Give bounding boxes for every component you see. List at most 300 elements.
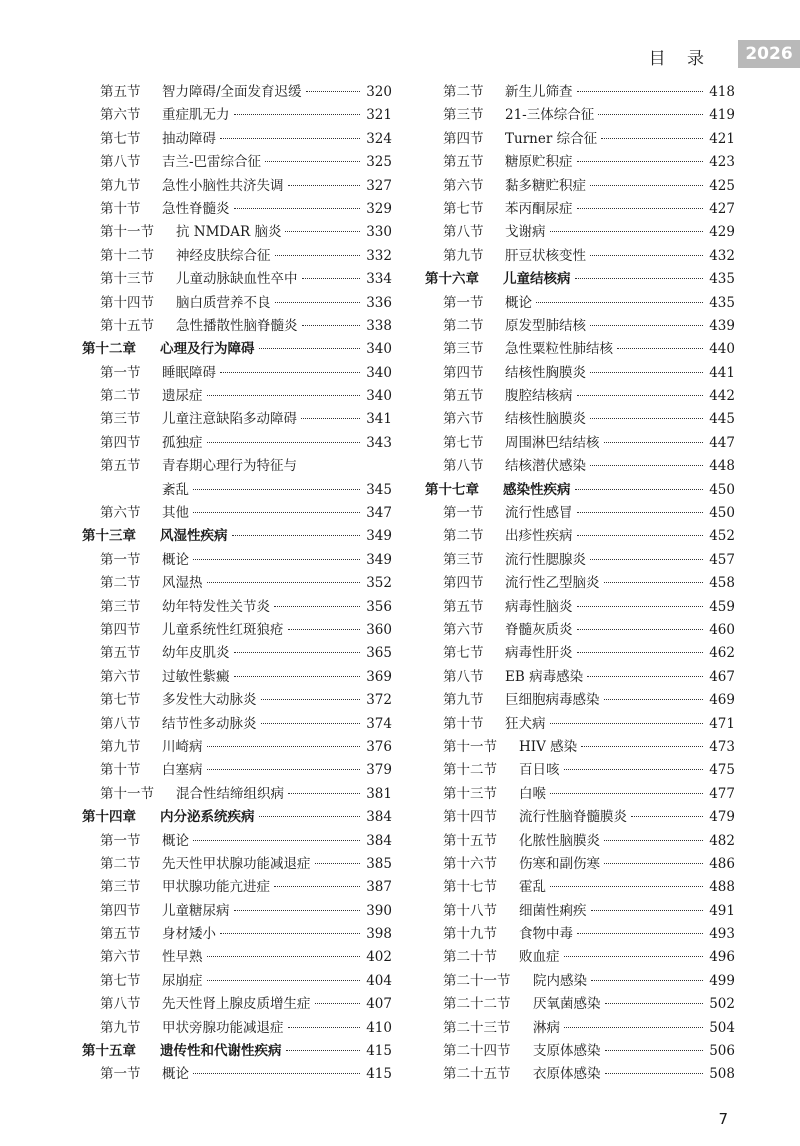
toc-section-entry[interactable]	[82, 80, 392, 103]
entry-page: 407	[366, 996, 392, 1013]
entry-title: 霍乱	[519, 879, 546, 896]
dot-leader	[275, 302, 361, 303]
toc-section-entry[interactable]	[82, 641, 392, 664]
toc-section-entry[interactable]	[82, 127, 392, 150]
toc-section-entry[interactable]	[425, 407, 735, 430]
entry-page: 421	[709, 130, 735, 147]
entry-title: 衣原体感染	[533, 1066, 601, 1083]
entry-number: 第一节	[100, 832, 141, 849]
entry-title: 概论	[162, 1066, 189, 1083]
entry-title: 神经皮肤综合征	[176, 247, 271, 264]
toc-section-entry[interactable]	[82, 244, 392, 267]
entry-number: 第一节	[443, 505, 484, 522]
entry-title: 甲状腺功能亢进症	[162, 879, 270, 896]
dot-leader	[577, 91, 704, 92]
toc-section-entry[interactable]	[425, 618, 735, 641]
toc-section-entry[interactable]	[82, 548, 392, 571]
entry-title: EB 病毒感染	[505, 668, 584, 685]
entry-number: 第十二节	[100, 247, 154, 264]
toc-section-entry[interactable]	[82, 852, 392, 875]
toc-section-entry[interactable]	[425, 454, 735, 477]
toc-chapter-entry[interactable]	[425, 478, 735, 501]
entry-title: 结核潜伏感染	[505, 458, 586, 475]
entry-title: 概论	[162, 832, 189, 849]
entry-number: 第十七章	[425, 481, 479, 498]
entry-number: 第十五节	[100, 317, 154, 334]
entry-page: 506	[709, 1043, 735, 1060]
entry-title: 川崎病	[162, 738, 203, 755]
toc-section-entry[interactable]	[82, 431, 392, 454]
toc-section-entry[interactable]	[425, 220, 735, 243]
entry-number: 第四节	[443, 575, 484, 592]
entry-title: 病毒性肝炎	[505, 645, 573, 662]
entry-number: 第三节	[443, 551, 484, 568]
entry-title: 苯丙酮尿症	[505, 200, 573, 217]
entry-title: 其他	[162, 505, 189, 522]
entry-page: 486	[709, 855, 735, 872]
toc-chapter-entry[interactable]	[82, 524, 392, 547]
dot-leader	[207, 769, 361, 770]
dot-leader	[550, 886, 703, 887]
entry-page: 379	[366, 762, 392, 779]
toc-section-entry[interactable]	[425, 314, 735, 337]
dot-leader	[274, 886, 360, 887]
dot-leader	[604, 442, 704, 443]
toc-section-entry[interactable]	[425, 197, 735, 220]
toc-section-entry[interactable]	[82, 712, 392, 735]
entry-number: 第九节	[100, 738, 141, 755]
entry-title: 病毒性脑炎	[505, 598, 573, 615]
entry-title: 抗 NMDAR 脑炎	[176, 224, 282, 241]
toc-section-entry[interactable]	[425, 969, 735, 992]
entry-page: 469	[709, 692, 735, 709]
toc-section-entry[interactable]	[425, 922, 735, 945]
entry-number: 第十二节	[443, 762, 497, 779]
toc-section-entry[interactable]	[82, 875, 392, 898]
entry-page: 347	[366, 505, 392, 522]
dot-leader	[259, 348, 361, 349]
entry-number: 第七节	[443, 645, 484, 662]
entry-title: 急性播散性脑脊髓炎	[176, 317, 298, 334]
entry-number: 第四节	[100, 621, 141, 638]
toc-section-entry[interactable]	[425, 1062, 735, 1085]
dot-leader	[234, 676, 361, 677]
toc-section-entry[interactable]	[425, 571, 735, 594]
dot-leader	[577, 606, 704, 607]
entry-title: 概论	[505, 294, 532, 311]
toc-section-entry[interactable]	[82, 150, 392, 173]
entry-number: 第三节	[100, 879, 141, 896]
entry-number: 第五节	[443, 598, 484, 615]
dot-leader	[577, 535, 704, 536]
toc-section-entry[interactable]	[425, 127, 735, 150]
entry-page: 419	[709, 107, 735, 124]
entry-number: 第十五节	[443, 832, 497, 849]
entry-page: 491	[709, 902, 735, 919]
toc-section-entry[interactable]	[425, 548, 735, 571]
entry-number: 第九节	[443, 247, 484, 264]
entry-title: 原发型肺结核	[505, 317, 586, 334]
entry-number: 第十七节	[443, 879, 497, 896]
entry-number: 第十八节	[443, 902, 497, 919]
toc-section-entry[interactable]	[425, 150, 735, 173]
toc-section-entry[interactable]	[82, 829, 392, 852]
entry-page: 482	[709, 832, 735, 849]
entry-title: 幼年特发性关节炎	[162, 598, 270, 615]
entry-number: 第一节	[100, 1066, 141, 1083]
toc-section-entry[interactable]	[82, 618, 392, 641]
entry-title: 遗传性和代谢性疾病	[160, 1043, 282, 1060]
toc-section-entry[interactable]	[425, 1016, 735, 1039]
toc-section-entry[interactable]	[425, 384, 735, 407]
dot-leader	[536, 302, 703, 303]
entry-title: 食物中毒	[519, 926, 573, 943]
entry-page: 349	[366, 528, 392, 545]
toc-section-entry[interactable]	[425, 665, 735, 688]
entry-title: 抽动障碍	[162, 130, 216, 147]
dot-leader	[315, 863, 361, 864]
dot-leader	[604, 840, 703, 841]
toc-chapter-entry[interactable]	[82, 805, 392, 828]
entry-number: 第一节	[100, 364, 141, 381]
entry-number: 第三节	[100, 598, 141, 615]
toc-section-entry[interactable]	[82, 1062, 392, 1085]
toc-section-entry[interactable]	[425, 80, 735, 103]
entry-title: 脊髓灰质炎	[505, 621, 573, 638]
dot-leader	[302, 325, 361, 326]
toc-left-column	[82, 80, 392, 1086]
toc-chapter-entry[interactable]	[425, 267, 735, 290]
entry-page: 369	[366, 668, 392, 685]
entry-page: 345	[366, 481, 392, 498]
dot-leader	[220, 933, 360, 934]
entry-number: 第七节	[100, 130, 141, 147]
entry-page: 325	[366, 154, 392, 171]
toc-section-entry[interactable]	[82, 688, 392, 711]
toc-section-entry[interactable]	[82, 735, 392, 758]
toc-section-entry[interactable]	[82, 361, 392, 384]
toc-section-entry[interactable]	[425, 174, 735, 197]
entry-number: 第九节	[100, 177, 141, 194]
toc-section-entry[interactable]	[425, 758, 735, 781]
dot-leader	[207, 746, 361, 747]
entry-number: 第十节	[443, 715, 484, 732]
entry-page: 441	[709, 364, 735, 381]
dot-leader	[577, 652, 704, 653]
toc-chapter-entry[interactable]	[82, 337, 392, 360]
entry-title: 巨细胞病毒感染	[505, 692, 600, 709]
toc-section-entry[interactable]	[82, 291, 392, 314]
toc-section-entry[interactable]	[82, 665, 392, 688]
entry-page: 410	[366, 1019, 392, 1036]
entry-title: 儿童糖尿病	[162, 902, 230, 919]
entry-title: 身材矮小	[162, 926, 216, 943]
entry-title: 过敏性紫癜	[162, 668, 230, 685]
entry-page: 496	[709, 949, 735, 966]
entry-page: 499	[709, 972, 735, 989]
toc-section-entry[interactable]	[425, 244, 735, 267]
entry-page: 320	[366, 84, 392, 100]
dot-leader	[604, 863, 703, 864]
entry-page: 439	[709, 317, 735, 334]
dot-leader	[604, 699, 704, 700]
dot-leader	[265, 161, 360, 162]
entry-number: 第五节	[100, 84, 141, 100]
toc-section-entry[interactable]	[425, 361, 735, 384]
toc-section-entry[interactable]	[82, 595, 392, 618]
entry-page: 372	[366, 692, 392, 709]
toc-section-entry[interactable]	[425, 641, 735, 664]
dot-leader	[220, 372, 360, 373]
entry-page: 418	[709, 84, 735, 100]
dot-leader	[288, 629, 361, 630]
toc-section-entry[interactable]	[82, 782, 392, 805]
toc-section-entry[interactable]	[82, 1016, 392, 1039]
dot-leader	[577, 395, 704, 396]
entry-number: 第九节	[100, 1019, 141, 1036]
toc-right-column	[425, 80, 735, 1086]
entry-title: HIV 感染	[519, 738, 578, 755]
entry-number: 第五节	[100, 645, 141, 662]
entry-number: 第十一节	[100, 224, 154, 241]
entry-title: 智力障碍/全面发育迟缓	[162, 84, 302, 100]
toc-section-entry[interactable]	[425, 595, 735, 618]
entry-page: 432	[709, 247, 735, 264]
toc-section-entry[interactable]	[425, 829, 735, 852]
entry-title: 急性粟粒性肺结核	[505, 341, 613, 358]
dot-leader	[590, 185, 703, 186]
toc-section-entry[interactable]	[82, 407, 392, 430]
entry-page: 477	[709, 785, 735, 802]
entry-number: 第八节	[100, 154, 141, 171]
toc-section-entry[interactable]	[425, 712, 735, 735]
entry-title: 结核性胸膜炎	[505, 364, 586, 381]
dot-leader	[306, 91, 360, 92]
toc-section-entry[interactable]	[425, 524, 735, 547]
entry-number: 第二节	[443, 528, 484, 545]
toc-section-entry[interactable]	[82, 174, 392, 197]
dot-leader	[207, 956, 361, 957]
toc-section-entry[interactable]	[425, 1039, 735, 1062]
entry-number: 第六节	[100, 949, 141, 966]
entry-number: 第二十二节	[443, 996, 511, 1013]
entry-page: 398	[366, 926, 392, 943]
entry-number: 第四节	[100, 434, 141, 451]
dot-leader	[591, 910, 704, 911]
toc-section-entry[interactable]	[82, 922, 392, 945]
dot-leader	[274, 606, 360, 607]
toc-section-entry[interactable]	[82, 758, 392, 781]
dot-leader	[564, 769, 704, 770]
dot-leader	[259, 816, 361, 817]
entry-title: 腹腔结核病	[505, 388, 573, 405]
dot-leader	[288, 185, 361, 186]
entry-number: 第十一节	[100, 785, 154, 802]
toc-section-entry[interactable]	[425, 875, 735, 898]
entry-number: 第二节	[443, 317, 484, 334]
entry-number: 第四节	[443, 364, 484, 381]
toc-section-entry[interactable]	[82, 945, 392, 968]
dot-leader	[286, 1050, 361, 1051]
entry-title: 肝豆状核变性	[505, 247, 586, 264]
toc-section-entry[interactable]	[425, 805, 735, 828]
dot-leader	[193, 840, 360, 841]
entry-number: 第十五章	[82, 1043, 136, 1060]
entry-title: 21-三体综合征	[505, 107, 595, 124]
toc-section-entry[interactable]	[425, 735, 735, 758]
dot-leader	[605, 1050, 704, 1051]
dot-leader	[577, 933, 703, 934]
toc-section-entry[interactable]	[425, 688, 735, 711]
toc-section-entry[interactable]	[425, 945, 735, 968]
dot-leader	[232, 535, 361, 536]
toc-section-entry[interactable]	[425, 103, 735, 126]
toc-section-entry[interactable]	[82, 197, 392, 220]
entry-number: 第九节	[443, 692, 484, 709]
entry-page: 473	[709, 738, 735, 755]
toc-section-entry[interactable]	[425, 992, 735, 1015]
toc-chapter-entry[interactable]	[82, 1039, 392, 1062]
entry-title: 孤独症	[162, 434, 203, 451]
toc-section-entry[interactable]	[82, 103, 392, 126]
dot-leader	[590, 465, 703, 466]
toc-section-entry[interactable]	[425, 501, 735, 524]
entry-title: 风湿热	[162, 575, 203, 592]
entry-page: 384	[366, 809, 392, 826]
entry-title: 结核性脑膜炎	[505, 411, 586, 428]
entry-number: 第十六节	[443, 855, 497, 872]
toc-section-entry[interactable]	[425, 431, 735, 454]
dot-leader	[605, 1003, 704, 1004]
toc-section-entry[interactable]	[82, 571, 392, 594]
toc-section-entry[interactable]	[82, 899, 392, 922]
entry-page: 423	[709, 154, 735, 171]
dot-leader	[577, 512, 704, 513]
entry-number: 第八节	[100, 996, 141, 1013]
toc-section-entry[interactable]	[425, 852, 735, 875]
dot-leader	[234, 114, 361, 115]
toc-section-entry[interactable]	[82, 992, 392, 1015]
entry-title: 先天性肾上腺皮质增生症	[162, 996, 311, 1013]
entry-number: 第十九节	[443, 926, 497, 943]
entry-number: 第十节	[100, 762, 141, 779]
entry-number: 第三节	[100, 411, 141, 428]
toc-section-entry[interactable]	[82, 220, 392, 243]
entry-number: 第十二章	[82, 341, 136, 358]
entry-title: 儿童系统性红斑狼疮	[162, 621, 284, 638]
entry-page: 384	[366, 832, 392, 849]
entry-page: 334	[366, 271, 392, 288]
entry-page: 435	[709, 294, 735, 311]
entry-title: 糖原贮积症	[505, 154, 573, 171]
entry-title: 遗尿症	[162, 388, 203, 405]
dot-leader	[598, 114, 703, 115]
dot-leader	[587, 676, 703, 677]
entry-page: 467	[709, 668, 735, 685]
entry-title: 混合性结缔组织病	[176, 785, 284, 802]
entry-page: 340	[366, 388, 392, 405]
entry-title: 先天性甲状腺功能减退症	[162, 855, 311, 872]
entry-page: 374	[366, 715, 392, 732]
entry-number: 第三节	[443, 341, 484, 358]
entry-title: 感染性疾病	[503, 481, 571, 498]
toc-section-entry[interactable]	[82, 501, 392, 524]
entry-page: 459	[709, 598, 735, 615]
entry-page: 493	[709, 926, 735, 943]
dot-leader	[550, 723, 704, 724]
toc-section-entry[interactable]	[425, 291, 735, 314]
toc-section-entry[interactable]	[82, 969, 392, 992]
entry-page: 385	[366, 855, 392, 872]
toc-section-entry[interactable]	[425, 337, 735, 360]
entry-number: 第二十五节	[443, 1066, 511, 1083]
entry-number: 第一节	[443, 294, 484, 311]
entry-page: 462	[709, 645, 735, 662]
toc-section-entry[interactable]	[82, 478, 392, 501]
entry-page: 330	[366, 224, 392, 241]
entry-number: 第七节	[443, 200, 484, 217]
dot-leader	[617, 348, 703, 349]
entry-page: 343	[366, 434, 392, 451]
dot-leader	[590, 325, 703, 326]
entry-title: 性早熟	[162, 949, 203, 966]
entry-number: 第十一节	[443, 738, 497, 755]
dot-leader	[193, 559, 360, 560]
toc-section-entry[interactable]	[82, 384, 392, 407]
entry-page: 352	[366, 575, 392, 592]
entry-number: 第二十一节	[443, 972, 511, 989]
toc-section-entry[interactable]	[82, 454, 392, 477]
dot-leader	[234, 910, 361, 911]
toc-section-entry[interactable]	[82, 267, 392, 290]
entry-page: 324	[366, 130, 392, 147]
entry-number: 第二节	[100, 575, 141, 592]
entry-number: 第四节	[443, 130, 484, 147]
entry-page: 340	[366, 341, 392, 358]
entry-page: 329	[366, 200, 392, 217]
entry-title: 支原体感染	[533, 1043, 601, 1060]
dot-leader	[261, 699, 361, 700]
dot-leader	[220, 138, 360, 139]
entry-page: 376	[366, 738, 392, 755]
header-label: 目 录	[648, 49, 712, 69]
entry-number: 第八节	[443, 668, 484, 685]
entry-page: 338	[366, 317, 392, 334]
entry-title: 青春期心理行为特征与	[162, 458, 297, 475]
entry-page: 327	[366, 177, 392, 194]
toc-section-entry[interactable]	[425, 899, 735, 922]
toc-section-entry[interactable]	[82, 314, 392, 337]
entry-page: 458	[709, 575, 735, 592]
entry-title: 戈谢病	[505, 224, 546, 241]
entry-page: 360	[366, 621, 392, 638]
page-number: 7	[718, 1110, 728, 1128]
toc-section-entry[interactable]	[425, 782, 735, 805]
entry-number: 第八节	[443, 224, 484, 241]
entry-page: 508	[709, 1066, 735, 1083]
entry-number: 第四节	[100, 902, 141, 919]
entry-page: 475	[709, 762, 735, 779]
entry-page: 365	[366, 645, 392, 662]
entry-title: 流行性脑脊髓膜炎	[519, 809, 627, 826]
dot-leader	[301, 418, 360, 419]
entry-page: 479	[709, 809, 735, 826]
entry-title: 内分泌系统疾病	[160, 809, 255, 826]
entry-number: 第二节	[100, 388, 141, 405]
entry-title: 黏多糖贮积症	[505, 177, 586, 194]
entry-title: 幼年皮肌炎	[162, 645, 230, 662]
entry-number: 第七节	[443, 434, 484, 451]
